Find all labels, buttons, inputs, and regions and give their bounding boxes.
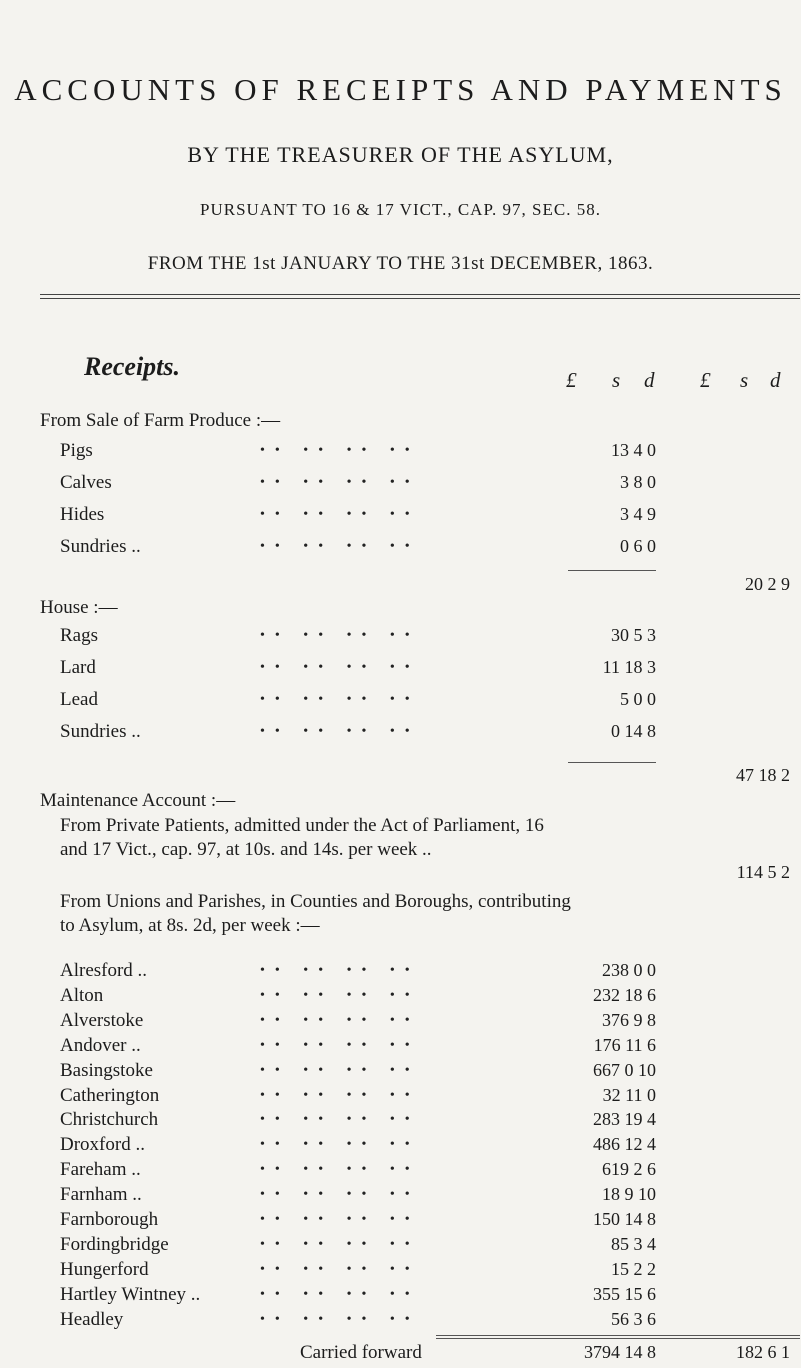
row-label: Droxford ..: [60, 1134, 145, 1156]
row-amount: 3 4 9: [620, 504, 656, 524]
farm-total: 20 2 9: [745, 574, 790, 594]
header-rule-2: [40, 298, 800, 299]
leader-dots: •• •• •• ••: [260, 1261, 420, 1277]
leader-dots: •• •• •• ••: [260, 987, 420, 1003]
leader-dots: •• •• •• ••: [260, 692, 420, 707]
row-label: Sundries ..: [60, 536, 141, 557]
row-amount: 85 3 4: [611, 1233, 656, 1254]
row-label: Pigs: [60, 440, 93, 461]
house-sum-line: [568, 762, 656, 763]
col-pence-2: d: [770, 368, 781, 392]
row-amount: 13 4 0: [611, 440, 656, 460]
row-label: Andover ..: [60, 1034, 141, 1056]
unions-text: From Unions and Parishes, in Counties and Boroughs, contributing to Asylum, at 8s. 2d, per week :—: [60, 891, 571, 936]
col-shillings-2: s: [740, 368, 749, 392]
row-amount: 30 5 3: [611, 625, 656, 645]
leader-dots: •• •• •• ••: [260, 1012, 420, 1028]
leader-dots: •• •• •• ••: [260, 963, 420, 978]
private-patients-text: From Private Patients, admitted under the Act of Parliament, 16 and 17 Vict., cap. 97, at 10s. and 14s. per week ..: [60, 815, 544, 860]
period-line: FROM THE 1st JANUARY TO THE 31st DECEMBER, 1863.: [147, 253, 654, 274]
col-shillings-1: s: [612, 368, 621, 392]
row-label: Alverstoke: [60, 1009, 144, 1031]
carried-forward-total: 182 6 1: [736, 1342, 790, 1362]
farm-section-title: From Sale of Farm Produce :—: [40, 410, 281, 431]
row-label: Fordingbridge: [60, 1233, 169, 1255]
page-title: ACCOUNTS OF RECEIPTS AND PAYMENTS: [14, 72, 787, 107]
row-label: Sundries ..: [60, 721, 141, 742]
col-pence-1: d: [644, 368, 655, 392]
leader-dots: •• •• •• ••: [260, 539, 420, 554]
leader-dots: •• •• •• ••: [260, 1137, 420, 1153]
row-label: Rags: [60, 625, 98, 646]
maintenance-section-title: Maintenance Account :—: [40, 790, 236, 811]
house-total: 47 18 2: [736, 765, 790, 785]
row-amount: 150 14 8: [593, 1209, 656, 1229]
row-amount: 232 18 6: [593, 984, 656, 1005]
row-amount: 238 0 0: [602, 960, 656, 980]
leader-dots: •• •• •• ••: [260, 443, 420, 458]
page-subtitle: BY THE TREASURER OF THE ASYLUM,: [187, 142, 614, 167]
row-label: Hungerford: [60, 1258, 149, 1280]
footer-sum-line-2: [436, 1338, 800, 1339]
leader-dots: •• •• •• ••: [260, 1311, 420, 1327]
farm-sum-line: [568, 570, 656, 571]
carried-forward-label: Carried forward: [300, 1342, 422, 1363]
row-label: Basingstoke: [60, 1059, 153, 1081]
leader-dots: •• •• •• ••: [260, 1162, 420, 1178]
row-amount: 376 9 8: [602, 1009, 656, 1030]
statute-reference: PURSUANT TO 16 & 17 VICT., CAP. 97, SEC. 58.: [200, 200, 601, 219]
row-label: Farnborough: [60, 1209, 159, 1230]
leader-dots: •• •• •• ••: [260, 475, 420, 490]
row-amount: 619 2 6: [602, 1159, 656, 1180]
row-amount: 355 15 6: [593, 1283, 656, 1304]
row-amount: 486 12 4: [593, 1134, 656, 1155]
row-label: Farnham ..: [60, 1184, 142, 1206]
leader-dots: •• •• •• ••: [260, 1187, 420, 1203]
row-label: Christchurch: [60, 1109, 159, 1131]
row-amount: 5 0 0: [620, 689, 656, 709]
row-label: Calves: [60, 472, 112, 493]
header-rule: [40, 294, 800, 295]
row-label: Catherington: [60, 1084, 160, 1106]
leader-dots: •• •• •• ••: [260, 628, 420, 643]
row-amount: 32 11 0: [602, 1084, 656, 1105]
carried-forward-subtotal: 3794 14 8: [584, 1342, 656, 1362]
leader-dots: •• •• •• ••: [260, 1037, 420, 1053]
leader-dots: •• •• •• ••: [260, 1087, 420, 1103]
leader-dots: •• •• •• ••: [260, 660, 420, 675]
leader-dots: •• •• •• ••: [260, 1236, 420, 1252]
row-label: Hartley Wintney ..: [60, 1283, 201, 1305]
row-label: Headley: [60, 1308, 124, 1330]
row-amount: 176 11 6: [593, 1034, 656, 1055]
row-amount: 0 6 0: [620, 536, 656, 556]
leader-dots: •• •• •• ••: [260, 1062, 420, 1078]
row-amount: 667 0 10: [593, 1059, 656, 1080]
row-label: Alresford ..: [60, 960, 148, 981]
row-label: Fareham ..: [60, 1159, 141, 1181]
row-label: Lead: [60, 689, 98, 710]
col-pounds-1: £: [566, 368, 577, 392]
footer-sum-line-1: [436, 1335, 800, 1336]
private-patients-total: 114 5 2: [736, 862, 790, 882]
row-amount: 3 8 0: [620, 472, 656, 492]
col-pounds-2: £: [700, 368, 711, 392]
row-amount: 56 3 6: [611, 1308, 656, 1329]
row-label: Lard: [60, 657, 96, 678]
row-amount: 283 19 4: [593, 1109, 656, 1130]
leader-dots: •• •• •• ••: [260, 507, 420, 522]
row-label: Alton: [60, 984, 104, 1006]
leader-dots: •• •• •• ••: [260, 724, 420, 739]
row-amount: 0 14 8: [611, 721, 656, 741]
leader-dots: •• •• •• ••: [260, 1212, 420, 1227]
house-section-title: House :—: [40, 597, 118, 618]
row-label: Hides: [60, 504, 105, 525]
row-amount: 18 9 10: [602, 1184, 656, 1205]
row-amount: 11 18 3: [602, 657, 656, 677]
receipts-heading: Receipts.: [84, 352, 181, 381]
leader-dots: •• •• •• ••: [260, 1112, 420, 1128]
row-amount: 15 2 2: [611, 1258, 656, 1279]
leader-dots: •• •• •• ••: [260, 1286, 420, 1302]
